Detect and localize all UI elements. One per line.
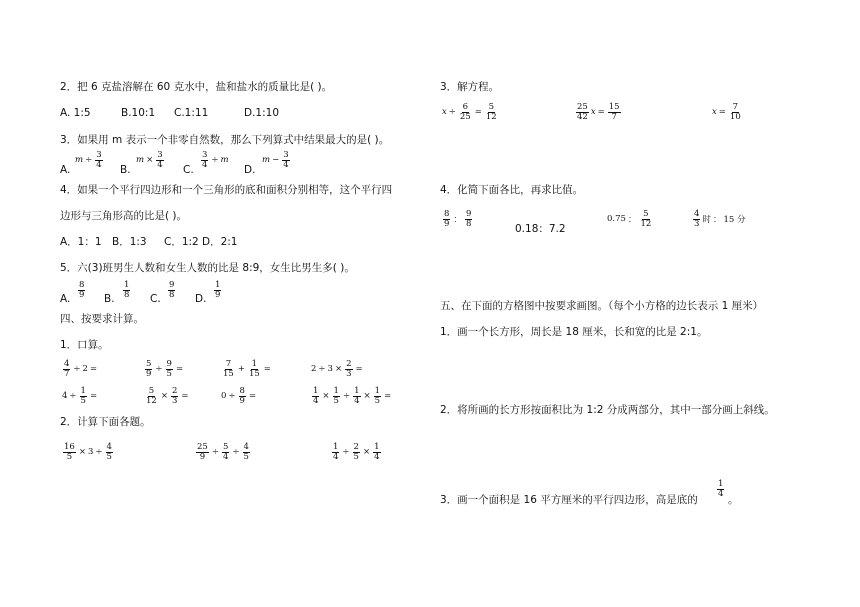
q5-frac-d: $\frac{1}{9}$ (215, 280, 221, 300)
q3-expr-b: m × $\frac{3}{4}$ (136, 150, 163, 170)
q2-option-d: D.1:10 (244, 107, 280, 119)
q5-label-b: B. (104, 293, 115, 305)
q4-option-c: C．1:2 (164, 236, 199, 248)
q4-line1: 4．如果一个平行四边形和一个三角形的底和面积分别相等，这个平行四 (60, 184, 393, 196)
draw-task-3-fraction: $\frac{1}{4}$ (718, 479, 724, 499)
draw-task-3-end: 。 (728, 494, 739, 506)
oral-expr-3: $\frac{7}{15}$ + $\frac{1}{15}$ = (223, 359, 271, 379)
q5-frac-c: $\frac{9}{8}$ (169, 280, 175, 300)
oral-expr-1: $\frac{4}{7}$ ÷ 2 = (64, 359, 98, 379)
q2-stem: 2．把 6 克盐溶解在 60 克水中，盐和盐水的质量比是( )。 (60, 81, 333, 93)
q5-frac-a: $\frac{8}{9}$ (79, 280, 85, 300)
q3-label-d: D. (244, 164, 256, 176)
q3-stem: 3．如果用 m 表示一个非零自然数，那么下列算式中结果最大的是( )。 (60, 134, 390, 146)
oral-expr-7: 0 ÷ $\frac{8}{9}$ = (221, 386, 257, 406)
q5-stem: 5．六(3)班男生人数和女生人数的比是 8:9，女生比男生多( )。 (60, 262, 355, 274)
calc-title: 2．计算下面各题。 (60, 416, 151, 428)
ratio-1: $\frac{8}{9}$ ： $\frac{9}{8}$ (444, 209, 472, 229)
equation-2: $\frac{25}{42}$ x = $\frac{15}{7}$ (577, 102, 620, 122)
q2-option-b: B.10:1 (121, 107, 156, 119)
q4-line2: 边形与三角形高的比是( )。 (60, 210, 188, 222)
q3-expr-d: m − $\frac{3}{4}$ (262, 150, 289, 170)
ratio-4: $\frac{4}{3}$ 时 ： 15 分 (694, 209, 746, 229)
draw-task-3: 3．画一个面积是 16 平方厘米的平行四边形，高是底的 (440, 494, 698, 506)
ratio-3: 0.75 ： $\frac{5}{12}$ (607, 209, 652, 229)
equation-3: x = $\frac{7}{10}$ (712, 102, 741, 122)
q4-option-d: D．2:1 (202, 236, 238, 248)
q3-label-b: B. (120, 164, 131, 176)
q3-expr-c: $\frac{3}{4}$ ÷ m (202, 150, 229, 170)
calc-expr-2: $\frac{25}{9}$ ÷ $\frac{5}{4}$ ÷ $\frac{4}{5}$ (197, 442, 249, 462)
equations-title: 3．解方程。 (440, 81, 500, 93)
equation-1: x ÷ $\frac{6}{25}$ = $\frac{5}{12}$ (442, 102, 497, 122)
oral-expr-2: $\frac{5}{9}$ ÷ $\frac{9}{5}$ = (146, 359, 184, 379)
q5-label-c: C. (150, 293, 161, 305)
draw-task-2: 2．将所画的长方形按面积比为 1:2 分成两部分，其中一部分画上斜线。 (440, 404, 775, 416)
q3-label-a: A. (60, 164, 71, 176)
section-4-heading: 四、按要求计算。 (60, 313, 144, 325)
oral-expr-8: $\frac{1}{4}$ × $\frac{1}{5}$ ÷ $\frac{1}{4}$ × $\frac{1}{5}$ = (313, 386, 392, 406)
draw-task-1: 1．画一个长方形，周长是 18 厘米，长和宽的比是 2:1。 (440, 326, 708, 338)
calc-expr-3: $\frac{1}{4}$ ÷ $\frac{2}{5}$ × $\frac{1}{4}$ (333, 442, 380, 462)
section-5-heading: 五、在下面的方格图中按要求画图。（每个小方格的边长表示 1 厘米） (440, 300, 764, 312)
q3-expr-a: m ÷ $\frac{3}{4}$ (75, 150, 102, 170)
oral-expr-6: $\frac{5}{12}$ × $\frac{2}{3}$ = (146, 386, 189, 406)
q2-option-a: A. 1:5 (60, 107, 91, 119)
q4-option-a: A．1：1 (60, 236, 102, 248)
q5-frac-b: $\frac{1}{8}$ (124, 280, 130, 300)
q5-label-a: A. (60, 293, 71, 305)
q2-option-c: C.1:11 (174, 107, 209, 119)
q3-label-c: C. (183, 164, 194, 176)
oral-expr-5: 4 ÷ $\frac{1}{5}$ = (62, 386, 98, 406)
oral-calc-title: 1．口算。 (60, 339, 109, 351)
q5-label-d: D. (195, 293, 207, 305)
ratio-2: 0.18：7.2 (515, 223, 566, 235)
ratio-title: 4．化简下面各比，再求比值。 (440, 184, 584, 196)
oral-expr-4: 2 ÷ 3 × $\frac{2}{3}$ = (311, 359, 363, 379)
calc-expr-1: $\frac{16}{5}$ × 3 ÷ $\frac{4}{5}$ (64, 442, 112, 462)
q4-option-b: B．1:3 (112, 236, 147, 248)
